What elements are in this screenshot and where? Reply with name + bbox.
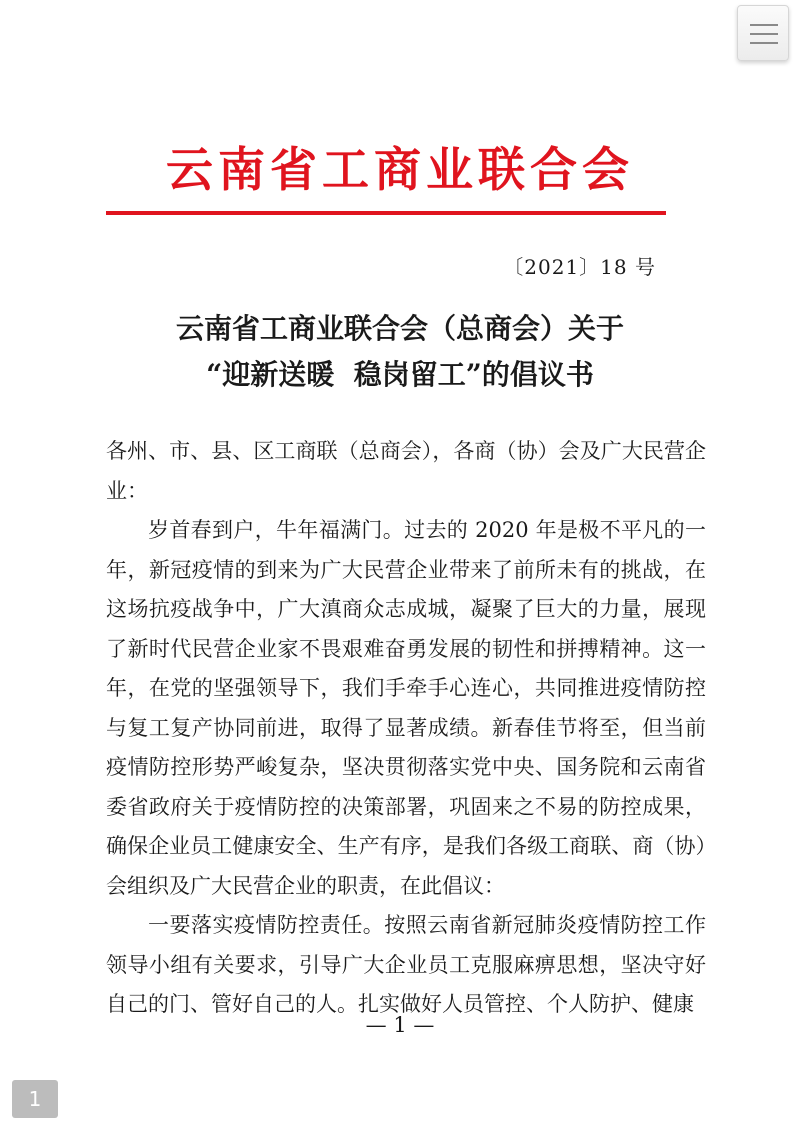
hamburger-menu-icon-bar xyxy=(750,33,778,35)
letterhead-red-rule xyxy=(106,211,666,215)
document-body xyxy=(106,432,706,1025)
document-number: 〔2021〕18 号 xyxy=(503,255,656,279)
document-title-line-2: “迎新送暖 稳岗留工”的倡议书 xyxy=(206,358,594,391)
document-title xyxy=(100,306,700,398)
document-title-line-1: 云南省工商业联合会（总商会）关于 xyxy=(175,312,624,345)
salutation: 各州、市、县、区工商联（总商会），各商（协）会及广大民营企业： xyxy=(106,439,706,503)
hamburger-menu-icon-bar xyxy=(750,42,778,44)
menu-button[interactable] xyxy=(737,5,789,61)
page-indicator-badge[interactable]: 1 xyxy=(12,1080,58,1118)
page-number-footer: — 1 — xyxy=(365,1013,435,1037)
body-paragraph-2: 一要落实疫情防控责任。按照云南省新冠肺炎疫情防控工作领导小组有关要求，引导广大企业员工克服麻痹思想，坚决守好自己的门、管好自己的人。扎实做好人员管控、个人防护、健康 xyxy=(106,913,706,1016)
body-paragraph-1: 岁首春到户，牛年福满门。过去的 2020 年是极不平凡的一年，新冠疫情的到来为广大民营企业带来了前所未有的挑战，在这场抗疫战争中，广大滇商众志成城，凝聚了巨大的力量，展现了新时代民营企业家不畏艰难奋勇发展的韧性和拼搏精神。这一年，在党的坚强领导下，我们手牵手心连心，共同推进疫情防控与复工复产协同前进，取得了显著成绩。新春佳节将至，但当前疫情防控形势严峻复杂，坚决贯彻落实党中央、国务院和云南省委省政府关于疫情防控的决策部署，巩固来之不易的防控成果，确保企业员工健康安全、生产有序，是我们各级工商联、商（协）会组织及广大民营企业的职责，在此倡议： xyxy=(106,518,706,898)
letterhead-title: 云南省工商业联合会 xyxy=(166,143,634,198)
hamburger-menu-icon xyxy=(750,24,778,26)
